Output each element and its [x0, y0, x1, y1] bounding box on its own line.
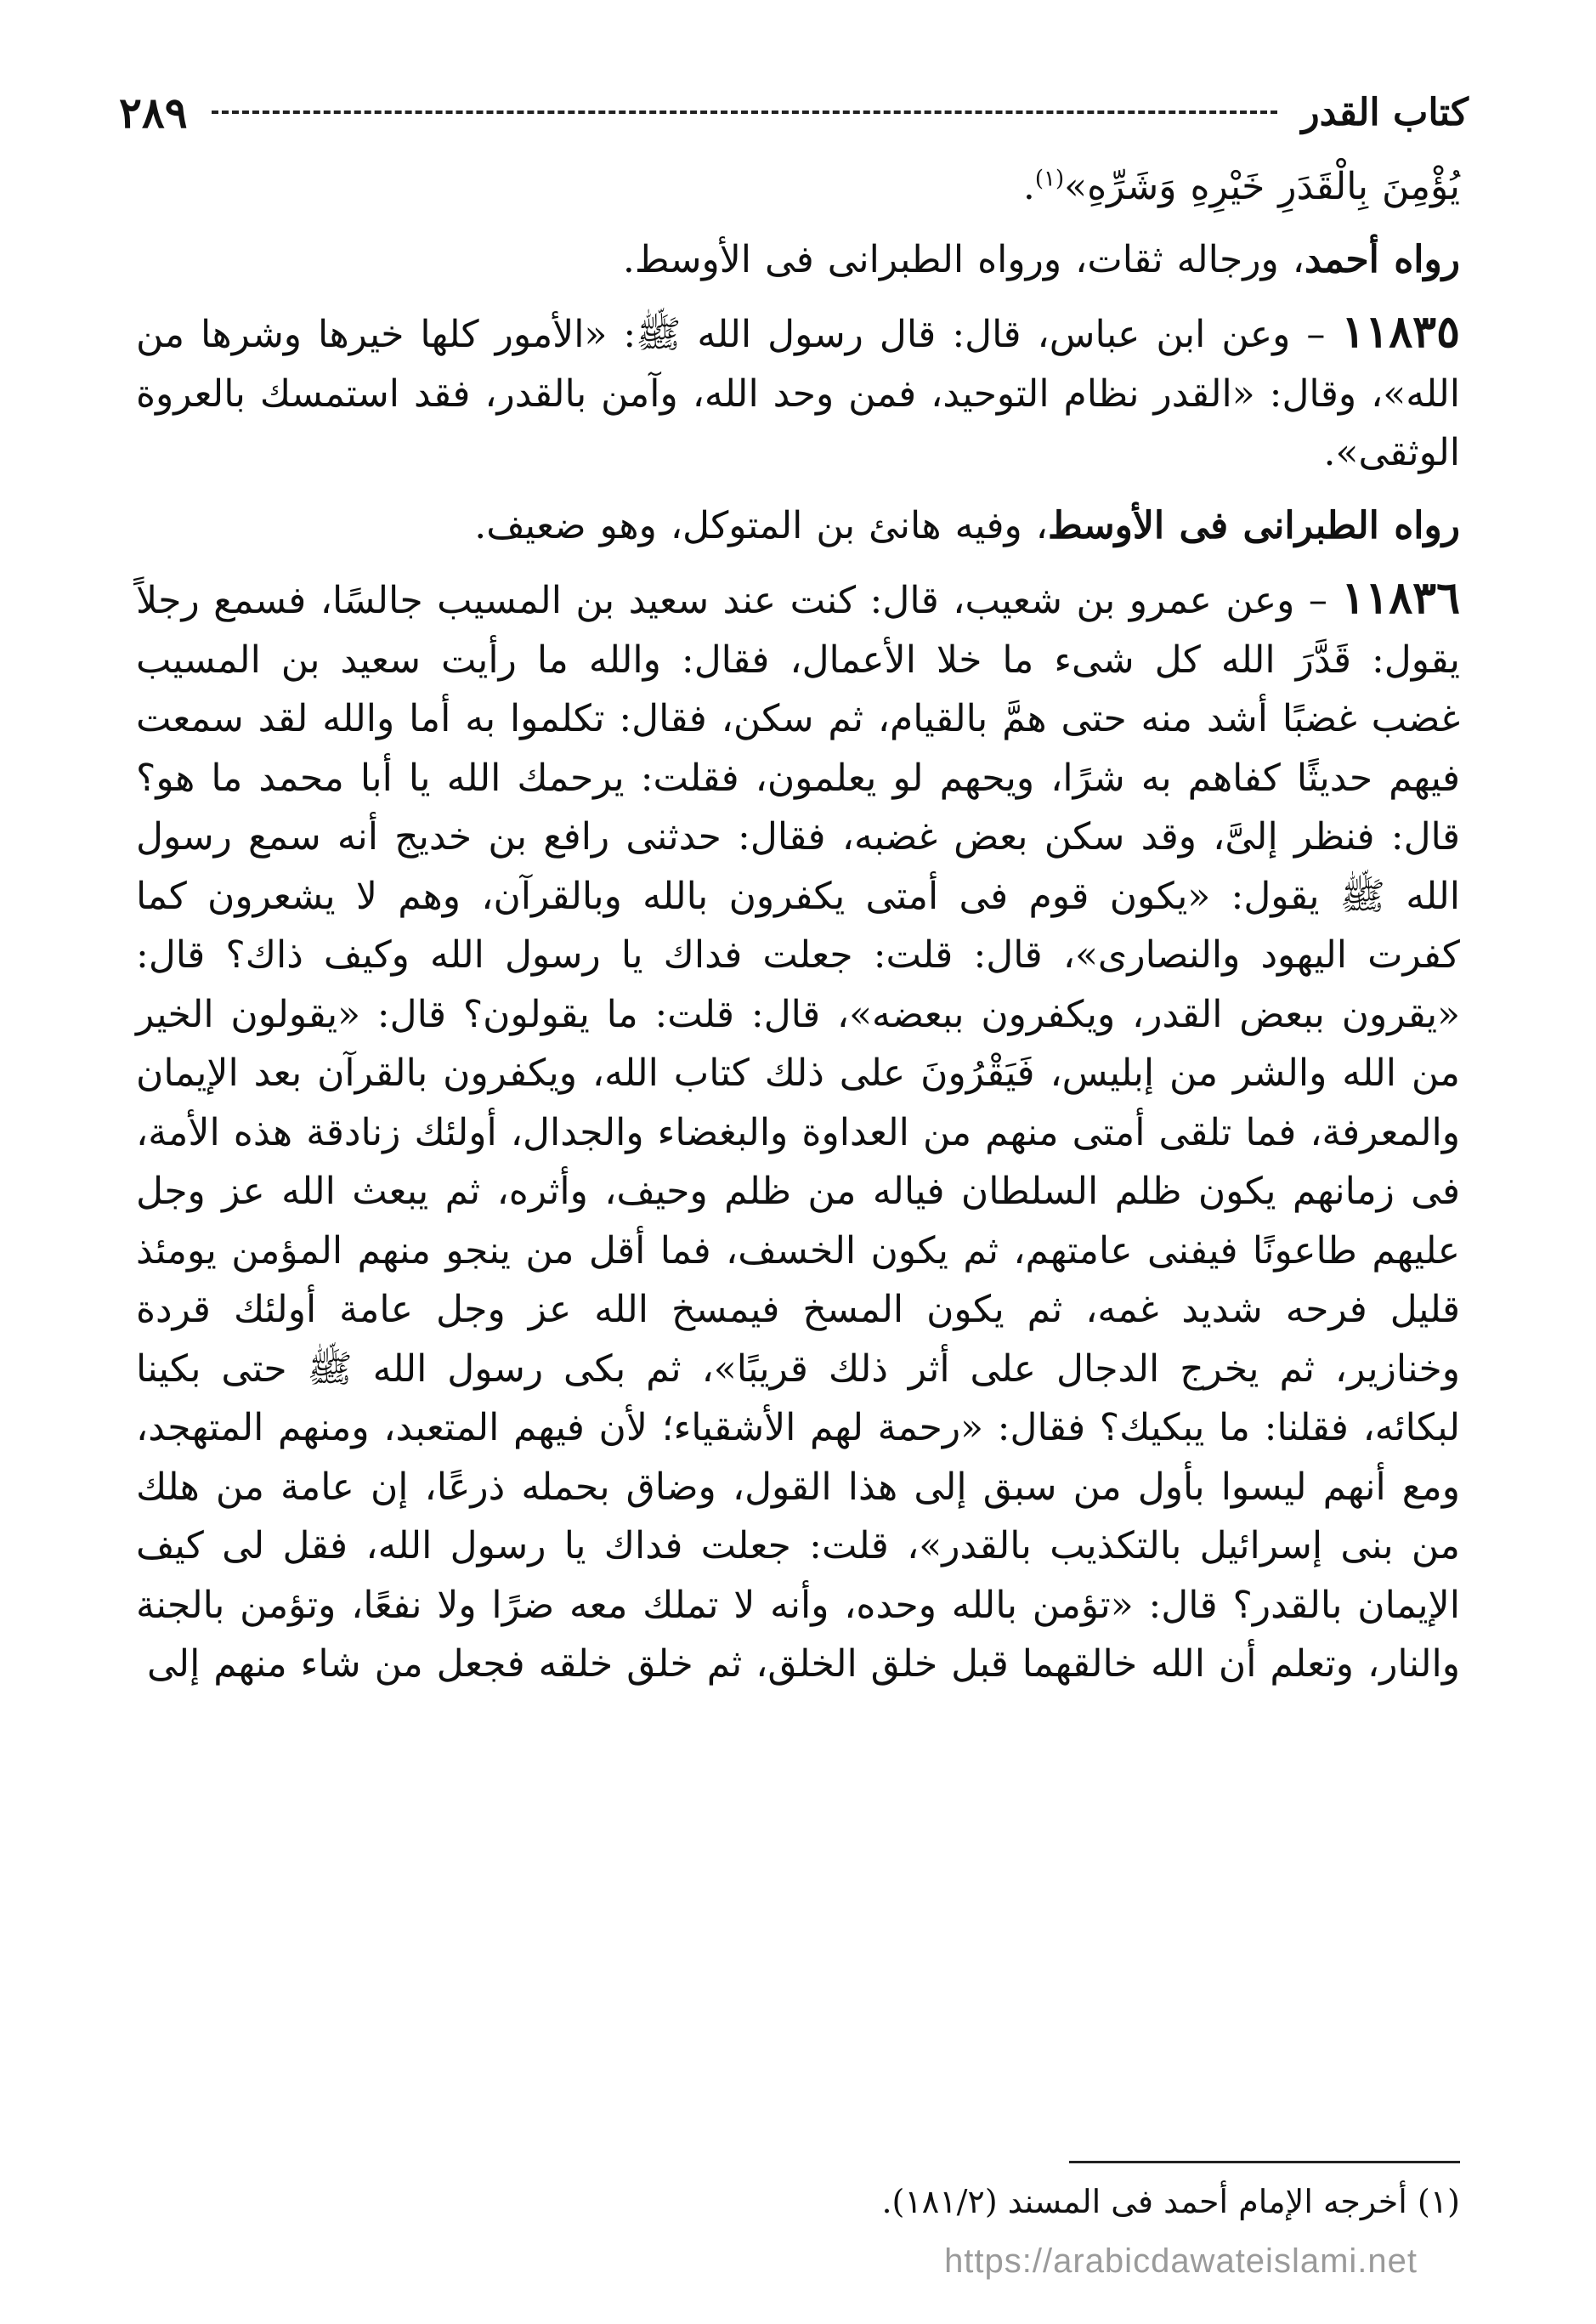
book-title: كتاب القدر: [1301, 90, 1469, 134]
hadith-number: ١١٨٣٦: [1341, 572, 1460, 624]
source-label: رواه الطبرانى فى الأوسط: [1047, 503, 1460, 547]
hadith-ending-text: يُؤْمِنَ بِالْقَدَرِ خَيْرِهِ وَشَرِّهِ»: [1064, 165, 1460, 208]
hadith-text: – وعن عمرو بن شعيب، قال: كنت عند سعيد بن المسيب جالسًا، فسمع رجلاً يقول: قَدَّرَ الله كل شىء ما خلا الأعمال، فقال: والله ما رأيت سعيد بن المسيب غضب غضبًا أشد منه حتى همَّ بالقيام، ثم سكن، فقال: تكلموا به أما والله لقد سمعت فيهم حديثًا كفاهم به شرًا، ويحهم لو يعلمون، فقلت: يرحمك الله يا أبا محمد ما هو؟ قال: فنظر إلىَّ، وقد سكن بعض غضبه، فقال: حدثنى رافع بن خديج أنه سمع رسول الله ﷺ يقول: «يكون قوم فى أمتى يكفرون بالله وبالقرآن، وهم لا يشعرون كما كفرت اليهود والنصارى»، قال: قلت: جعلت فداك يا رسول الله وكيف ذاك؟ قال: «يقرون ببعض القدر، ويكفرون ببعضه»، قال: قلت: ما يقولون؟ قال: «يقولون الخير من الله والشر من إبليس، فَيَقْرُونَ على ذلك كتاب الله، ويكفرون بالقرآن بعد الإيمان والمعرفة، فما تلقى أمتى منهم من العداوة والبغضاء والجدال، أولئك زنادقة هذه الأمة، فى زمانهم يكون ظلم السلطان فياله من ظلم وحيف، وأثره، ثم يبعث الله عز وجل عليهم طاعونًا فيفنى عامتهم، ثم يكون الخسف، فما أقل من ينجو منهم المؤمن يومئذ قليل فرحه شديد غمه، ثم يكون المسخ فيمسخ الله عز وجل عامة أولئك قردة وخنازير، ثم يخرج الدجال على أثر ذلك قريبًا»، ثم بكى رسول الله ﷺ حتى بكينا لبكائه، فقلنا: ما يبكيك؟ فقال: «رحمة لهم الأشقياء؛ لأن فيهم المتعبد، ومنهم المتهجد، ومع أنهم ليسوا بأول من سبق إلى هذا القول، وضاق بحمله ذرعًا، إن عامة من هلك من بنى إسرائيل بالتكذيب بالقدر»، قلت: جعلت فداك يا رسول الله، فقل لى كيف الإيمان بالقدر؟ قال: «تؤمن بالله وحده، وأنه لا تملك معه ضرًا ولا نفعًا، وتؤمن بالجنة والنار، وتعلم أن الله خالقهما قبل خلق الخلق، ثم خلق خلقه فجعل من شاء منهم إلى: [136, 579, 1460, 1686]
source-label: رواه أحمد: [1304, 237, 1460, 281]
hadith-11835: [136, 303, 1460, 483]
hadith-text: – وعن ابن عباس، قال: قال رسول الله ﷺ: «الأمور كلها خيرها وشرها من الله»، وقال: «القدر نظام التوحيد، فمن وحد الله، وآمن بالقدر، فقد استمسك بالعروة الوثقى».: [136, 313, 1460, 474]
running-header: [119, 82, 1469, 143]
narration-source: [136, 230, 1460, 290]
page-number: ٢٨٩: [119, 87, 188, 138]
hadith-11836: [136, 569, 1460, 1694]
source-text: ، وفيه هانئ بن المتوكل، وهو ضعيف.: [474, 503, 1048, 547]
hadith-number: ١١٨٣٥: [1341, 306, 1460, 358]
narration-source: [136, 496, 1460, 556]
watermark: https://arabicdawateislami.net: [944, 2242, 1418, 2280]
footnote-separator: [1069, 2161, 1460, 2163]
hadith-ending-period: .: [1022, 165, 1035, 208]
source-text: ، ورجاله ثقات، ورواه الطبرانى فى الأوسط.: [622, 237, 1305, 281]
main-text: [136, 157, 1460, 1708]
footnote: (١) أخرجه الإمام أحمد فى المسند (١٨١/٢).: [881, 2183, 1460, 2220]
footnote-marker: (١): [1034, 166, 1065, 192]
header-rule: [212, 111, 1278, 114]
hadith-ending: [136, 157, 1460, 217]
